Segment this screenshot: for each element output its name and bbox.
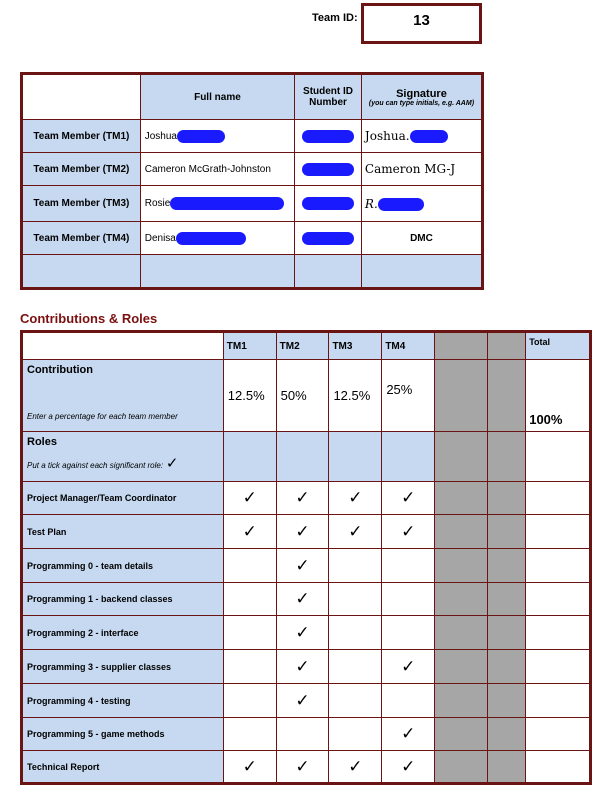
- role-total-cell: [526, 751, 591, 784]
- tick-icon: ✓: [401, 756, 416, 777]
- signature-cell[interactable]: [361, 120, 482, 153]
- student-id-cell[interactable]: [295, 120, 362, 153]
- signature-note: (you can type initials, e.g. AAM): [368, 99, 475, 107]
- member-row: [22, 186, 483, 222]
- spacer-cell: [435, 482, 487, 515]
- role-tick-cell-tm1[interactable]: [223, 650, 276, 684]
- members-table: [20, 72, 484, 290]
- member-name: Cameron McGrath-Johnston: [144, 163, 271, 175]
- tick-icon: ✓: [401, 724, 416, 744]
- spacer-cell: [435, 616, 487, 650]
- role-tick-cell-tm2[interactable]: [276, 650, 329, 684]
- role-row: [22, 718, 591, 751]
- role-row: [22, 684, 591, 718]
- role-name: Programming 3 - supplier classes: [22, 650, 224, 684]
- role-name: Project Manager/Team Coordinator: [22, 482, 224, 515]
- role-tick-cell-tm4[interactable]: [382, 751, 435, 784]
- member-name: Rosie: [144, 198, 171, 210]
- redaction-mark: [177, 130, 225, 143]
- role-name: Programming 5 - game methods: [22, 718, 224, 751]
- section-title: Contributions & Roles: [20, 311, 158, 326]
- role-tick-cell-tm4[interactable]: [382, 718, 435, 751]
- empty-cell: [140, 255, 294, 289]
- member-label: Team Member (TM1): [22, 120, 141, 153]
- roles-blank: [382, 432, 435, 482]
- spacer-cell: [487, 583, 526, 616]
- spacer-cell: [487, 751, 526, 784]
- header-tm4: TM4: [382, 332, 435, 360]
- tick-icon: ✓: [242, 488, 257, 508]
- role-total-cell: [526, 718, 591, 751]
- spacer-cell: [435, 360, 487, 432]
- member-row: [22, 222, 483, 255]
- member-name-cell[interactable]: [140, 222, 294, 255]
- tick-icon: ✓: [242, 756, 257, 777]
- member-name-cell[interactable]: [140, 186, 294, 222]
- role-tick-cell-tm1[interactable]: [223, 616, 276, 650]
- spacer-cell: [435, 718, 487, 751]
- empty-cell: [361, 255, 482, 289]
- role-row: [22, 482, 591, 515]
- spacer-cell: [487, 515, 526, 549]
- header-tm2: TM2: [276, 332, 329, 360]
- role-row: [22, 616, 591, 650]
- redaction-mark: [302, 163, 354, 176]
- tick-icon: ✓: [295, 622, 310, 643]
- tick-icon: ✓: [242, 521, 257, 542]
- tick-icon: ✓: [295, 589, 310, 609]
- role-name: Programming 2 - interface: [22, 616, 224, 650]
- role-name: Test Plan: [22, 515, 224, 549]
- spacer-cell: [435, 549, 487, 583]
- roles-total-blank: [526, 432, 591, 482]
- tick-icon: ✓: [295, 656, 310, 677]
- role-name: Programming 4 - testing: [22, 684, 224, 718]
- redaction-mark: [302, 130, 354, 143]
- redaction-mark: [410, 130, 448, 143]
- role-tick-cell-tm1[interactable]: [223, 549, 276, 583]
- member-row: [22, 120, 483, 153]
- spacer-cell: [435, 583, 487, 616]
- header-signature: [361, 74, 482, 120]
- role-total-cell: [526, 482, 591, 515]
- role-tick-cell-tm3[interactable]: [329, 650, 382, 684]
- role-row: [22, 650, 591, 684]
- header-tm1: TM1: [223, 332, 276, 360]
- role-tick-cell-tm4[interactable]: [382, 482, 435, 515]
- role-row: [22, 549, 591, 583]
- role-total-cell: [526, 650, 591, 684]
- tick-icon: ✓: [295, 521, 310, 542]
- member-name: Denisa: [144, 232, 176, 244]
- contribution-label: Contribution: [27, 364, 93, 376]
- redaction-mark: [302, 232, 354, 245]
- tick-icon: ✓: [348, 756, 363, 777]
- tick-icon: ✓: [295, 690, 310, 711]
- team-id-field[interactable]: 13: [361, 3, 482, 44]
- contribution-tm4[interactable]: 25%: [382, 360, 435, 432]
- role-tick-cell-tm3[interactable]: [329, 718, 382, 751]
- role-total-cell: [526, 549, 591, 583]
- role-tick-cell-tm2[interactable]: [276, 751, 329, 784]
- member-name: Joshua: [144, 130, 177, 142]
- role-tick-cell-tm2[interactable]: [276, 684, 329, 718]
- role-tick-cell-tm4[interactable]: [382, 515, 435, 549]
- student-id-cell[interactable]: [295, 186, 362, 222]
- role-tick-cell-tm1[interactable]: [223, 515, 276, 549]
- role-tick-cell-tm4[interactable]: [382, 684, 435, 718]
- tick-icon: ✓: [295, 756, 310, 777]
- student-id-cell[interactable]: [295, 153, 362, 186]
- role-row: [22, 751, 591, 784]
- role-tick-cell-tm1[interactable]: [223, 718, 276, 751]
- role-tick-cell-tm4[interactable]: [382, 616, 435, 650]
- spacer-cell: [487, 549, 526, 583]
- spacer-cell: [487, 718, 526, 751]
- member-label: Team Member (TM4): [22, 222, 141, 255]
- header-full-name: Full name: [140, 74, 294, 120]
- role-total-cell: [526, 684, 591, 718]
- role-tick-cell-tm2[interactable]: [276, 482, 329, 515]
- role-tick-cell-tm3[interactable]: [329, 751, 382, 784]
- roles-blank: [329, 432, 382, 482]
- role-tick-cell-tm3[interactable]: [329, 515, 382, 549]
- role-tick-cell-tm3[interactable]: [329, 684, 382, 718]
- spacer-cell: [435, 432, 487, 482]
- spacer-cell: [487, 684, 526, 718]
- role-total-cell: [526, 515, 591, 549]
- role-tick-cell-tm4[interactable]: [382, 650, 435, 684]
- redaction-mark: [176, 232, 246, 245]
- tick-icon: ✓: [401, 656, 416, 677]
- spacer-cell: [435, 332, 487, 360]
- role-tick-cell-tm1[interactable]: [223, 751, 276, 784]
- tick-icon: ✓: [401, 488, 416, 508]
- signature-cell[interactable]: [361, 186, 482, 222]
- redaction-mark: [170, 197, 284, 210]
- tick-icon: ✓: [348, 488, 363, 508]
- role-tick-cell-tm4[interactable]: [382, 583, 435, 616]
- contribution-tm3[interactable]: 12.5%: [329, 360, 382, 432]
- tick-icon: ✓: [348, 521, 363, 542]
- contributions-table: [20, 330, 592, 785]
- spacer-cell: [487, 332, 526, 360]
- member-row-empty: [22, 255, 483, 289]
- role-row: [22, 515, 591, 549]
- member-name-cell[interactable]: [140, 120, 294, 153]
- role-tick-cell-tm2[interactable]: [276, 616, 329, 650]
- role-tick-cell-tm1[interactable]: [223, 482, 276, 515]
- role-total-cell: [526, 616, 591, 650]
- empty-cell: [295, 255, 362, 289]
- spacer-cell: [487, 360, 526, 432]
- role-total-cell: [526, 583, 591, 616]
- role-tick-cell-tm4[interactable]: [382, 549, 435, 583]
- member-name-cell[interactable]: [140, 153, 294, 186]
- tick-icon: ✓: [165, 455, 179, 472]
- role-tick-cell-tm3[interactable]: [329, 583, 382, 616]
- roles-label: Roles: [27, 436, 57, 448]
- team-id-label: Team ID:: [312, 12, 358, 24]
- redaction-mark: [378, 198, 424, 211]
- member-signature: Joshua.: [364, 129, 410, 143]
- member-signature: DMC: [410, 232, 433, 244]
- header-total: Total: [526, 332, 591, 360]
- roles-blank: [276, 432, 329, 482]
- contrib-corner: [22, 332, 224, 360]
- tick-icon: ✓: [295, 555, 310, 576]
- redaction-mark: [302, 197, 354, 210]
- header-signature-label: Signature: [396, 87, 447, 100]
- spacer-cell: [487, 482, 526, 515]
- tick-icon: ✓: [295, 488, 310, 508]
- header-tm3: TM3: [329, 332, 382, 360]
- contribution-total: 100%: [526, 360, 591, 432]
- contribution-tm2[interactable]: 50%: [276, 360, 329, 432]
- role-tick-cell-tm2[interactable]: [276, 515, 329, 549]
- spacer-cell: [435, 751, 487, 784]
- member-label: Team Member (TM2): [22, 153, 141, 186]
- header-student-id: Student ID Number: [295, 74, 362, 120]
- signature-cell[interactable]: [361, 153, 482, 186]
- role-row: [22, 583, 591, 616]
- roles-label-cell: [22, 432, 224, 482]
- role-tick-cell-tm3[interactable]: [329, 482, 382, 515]
- role-tick-cell-tm1[interactable]: [223, 684, 276, 718]
- spacer-cell: [487, 432, 526, 482]
- spacer-cell: [435, 650, 487, 684]
- role-name: Programming 1 - backend classes: [22, 583, 224, 616]
- role-tick-cell-tm2[interactable]: [276, 583, 329, 616]
- spacer-cell: [435, 684, 487, 718]
- contribution-note: Enter a percentage for each team member: [27, 412, 178, 421]
- signature-cell[interactable]: [361, 222, 482, 255]
- role-name: Programming 0 - team details: [22, 549, 224, 583]
- member-label: Team Member (TM3): [22, 186, 141, 222]
- role-tick-cell-tm3[interactable]: [329, 549, 382, 583]
- member-row: [22, 153, 483, 186]
- member-signature: Cameron MG-J: [364, 162, 456, 176]
- spacer-cell: [435, 515, 487, 549]
- student-id-cell[interactable]: [295, 222, 362, 255]
- roles-note: Put a tick against each significant role:: [27, 461, 164, 470]
- tick-icon: ✓: [401, 521, 416, 542]
- contribution-tm1[interactable]: 12.5%: [223, 360, 276, 432]
- role-tick-cell-tm2[interactable]: [276, 549, 329, 583]
- roles-blank: [223, 432, 276, 482]
- role-tick-cell-tm1[interactable]: [223, 583, 276, 616]
- spacer-cell: [487, 616, 526, 650]
- members-corner: [22, 74, 141, 120]
- empty-cell: [22, 255, 141, 289]
- role-tick-cell-tm2[interactable]: [276, 718, 329, 751]
- member-signature: R.: [364, 196, 378, 211]
- spacer-cell: [487, 650, 526, 684]
- role-tick-cell-tm3[interactable]: [329, 616, 382, 650]
- contribution-label-cell: [22, 360, 224, 432]
- role-name: Technical Report: [22, 751, 224, 784]
